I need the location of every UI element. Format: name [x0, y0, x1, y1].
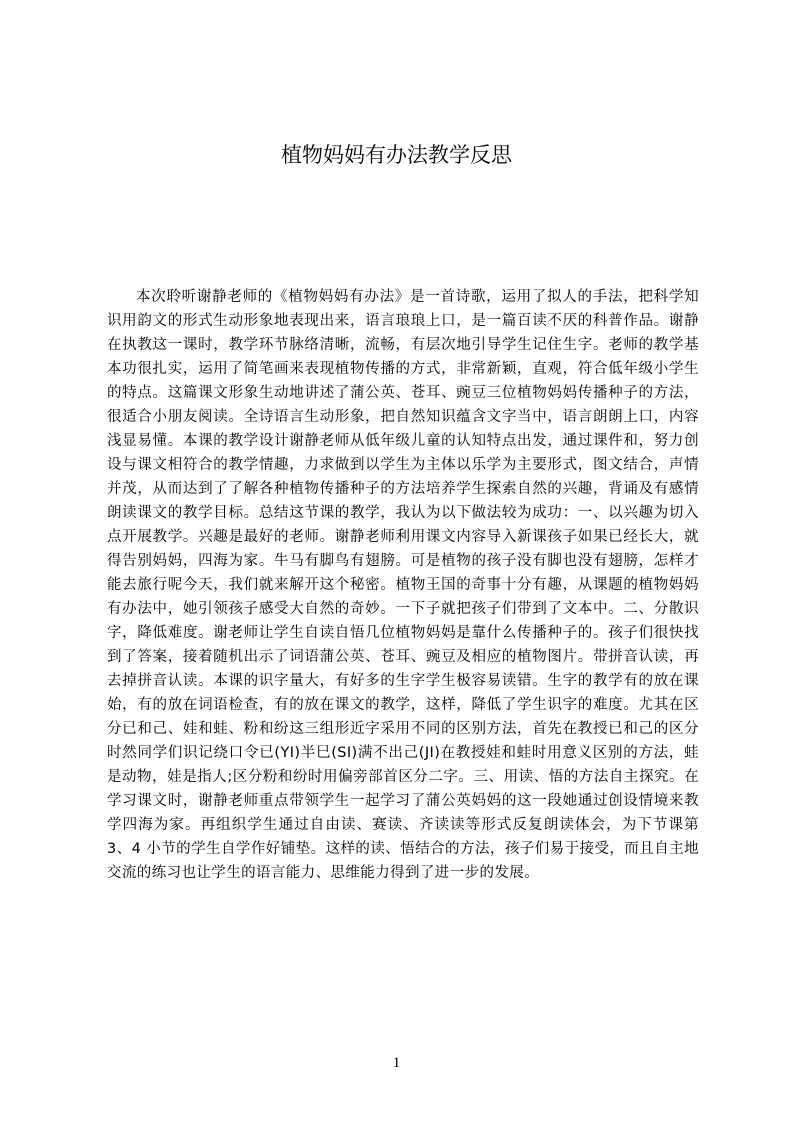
document-title: 植物妈妈有办法教学反思	[281, 143, 512, 167]
page-number: 1	[392, 1055, 401, 1071]
body-paragraph: 本次聆听谢静老师的《植物妈妈有办法》是一首诗歌，运用了拟人的手法，把科学知识用韵文的形式生动形象地表现出来，语言琅琅上口，是一篇百读不厌的科普作品。谢静在执教这一课时，教学环节脉络清晰，流畅，有层次地引导学生记住生字。老师的教学基本功很扎实，运用了简笔画来表现植物传播的方式，非常新颖，直观，符合低年级小学生的特点。这篇课文形象生动地讲述了蒲公英、苍耳、豌豆三位植物妈妈传播种子的方法，很适合小朋友阅读。全诗语言生动形象，把自然知识蕴含文字当中，语言朗朗上口，内容浅显易懂。本课的教学设计谢静老师从低年级儿童的认知特点出发，通过课件和，努力创设与课文相符合的教学情趣，力求做到以学生为主体以乐学为主要形式，图文结合，声情并茂，从而达到了了解各种植物传播种子的方法培养学生探索自然的兴趣，背诵及有感情朗读课文的教学目标。总结这节课的教学，我认为以下做法较为成功：一、以兴趣为切入点开展教学。兴趣是最好的老师。谢静老师利用课文内容导入新课孩子如果已经长大，就得告别妈妈，四海为家。牛马有脚鸟有翅膀。可是植物的孩子没有脚也没有翅膀，怎样才能去旅行呢今天，我们就来解开这个秘密。植物王国的奇事十分有趣，从课题的植物妈妈有办法中，她引领孩子感受大自然的奇妙。一下子就把孩子们带到了文本中。二、分散识字，降低难度。谢老师让学生自读自悟几位植物妈妈是靠什么传播种子的。孩子们很快找到了答案，接着随机出示了词语蒲公英、苍耳、豌豆及相应的植物图片。带拼音认读，再去掉拼音认读。本课的识字量大，有好多的生字学生极容易读错。生字的教学有的放在课始，有的放在词语检查，有的放在课文的教学，这样，降低了学生识字的难度。尤其在区分已和己、娃和蛙、粉和纷这三组形近字采用不同的区别方法，首先在教授已和己的区分时然同学们识记绕口令已(YI)半巳(SI)满不出己(JI)在教授娃和蛙时用意义区别的方法，蛙是动物，娃是指人;区分粉和纷时用偏旁部首区分二字。三、用读、悟的方法自主探究。在学习课文时，谢静老师重点带领学生一起学习了蒲公英妈妈的这一段她通过创设情境来教学四海为家。再组织学生通过自由读、赛读、齐读读等形式反复朗读体会，为下节课第 3、4 小节的学生自学作好铺垫。这样的读、悟结合的方法，孩子们易于接受，而且自主地交流的练习也让学生的语言能力、思维能力得到了进一步的发展。	[107, 289, 699, 881]
